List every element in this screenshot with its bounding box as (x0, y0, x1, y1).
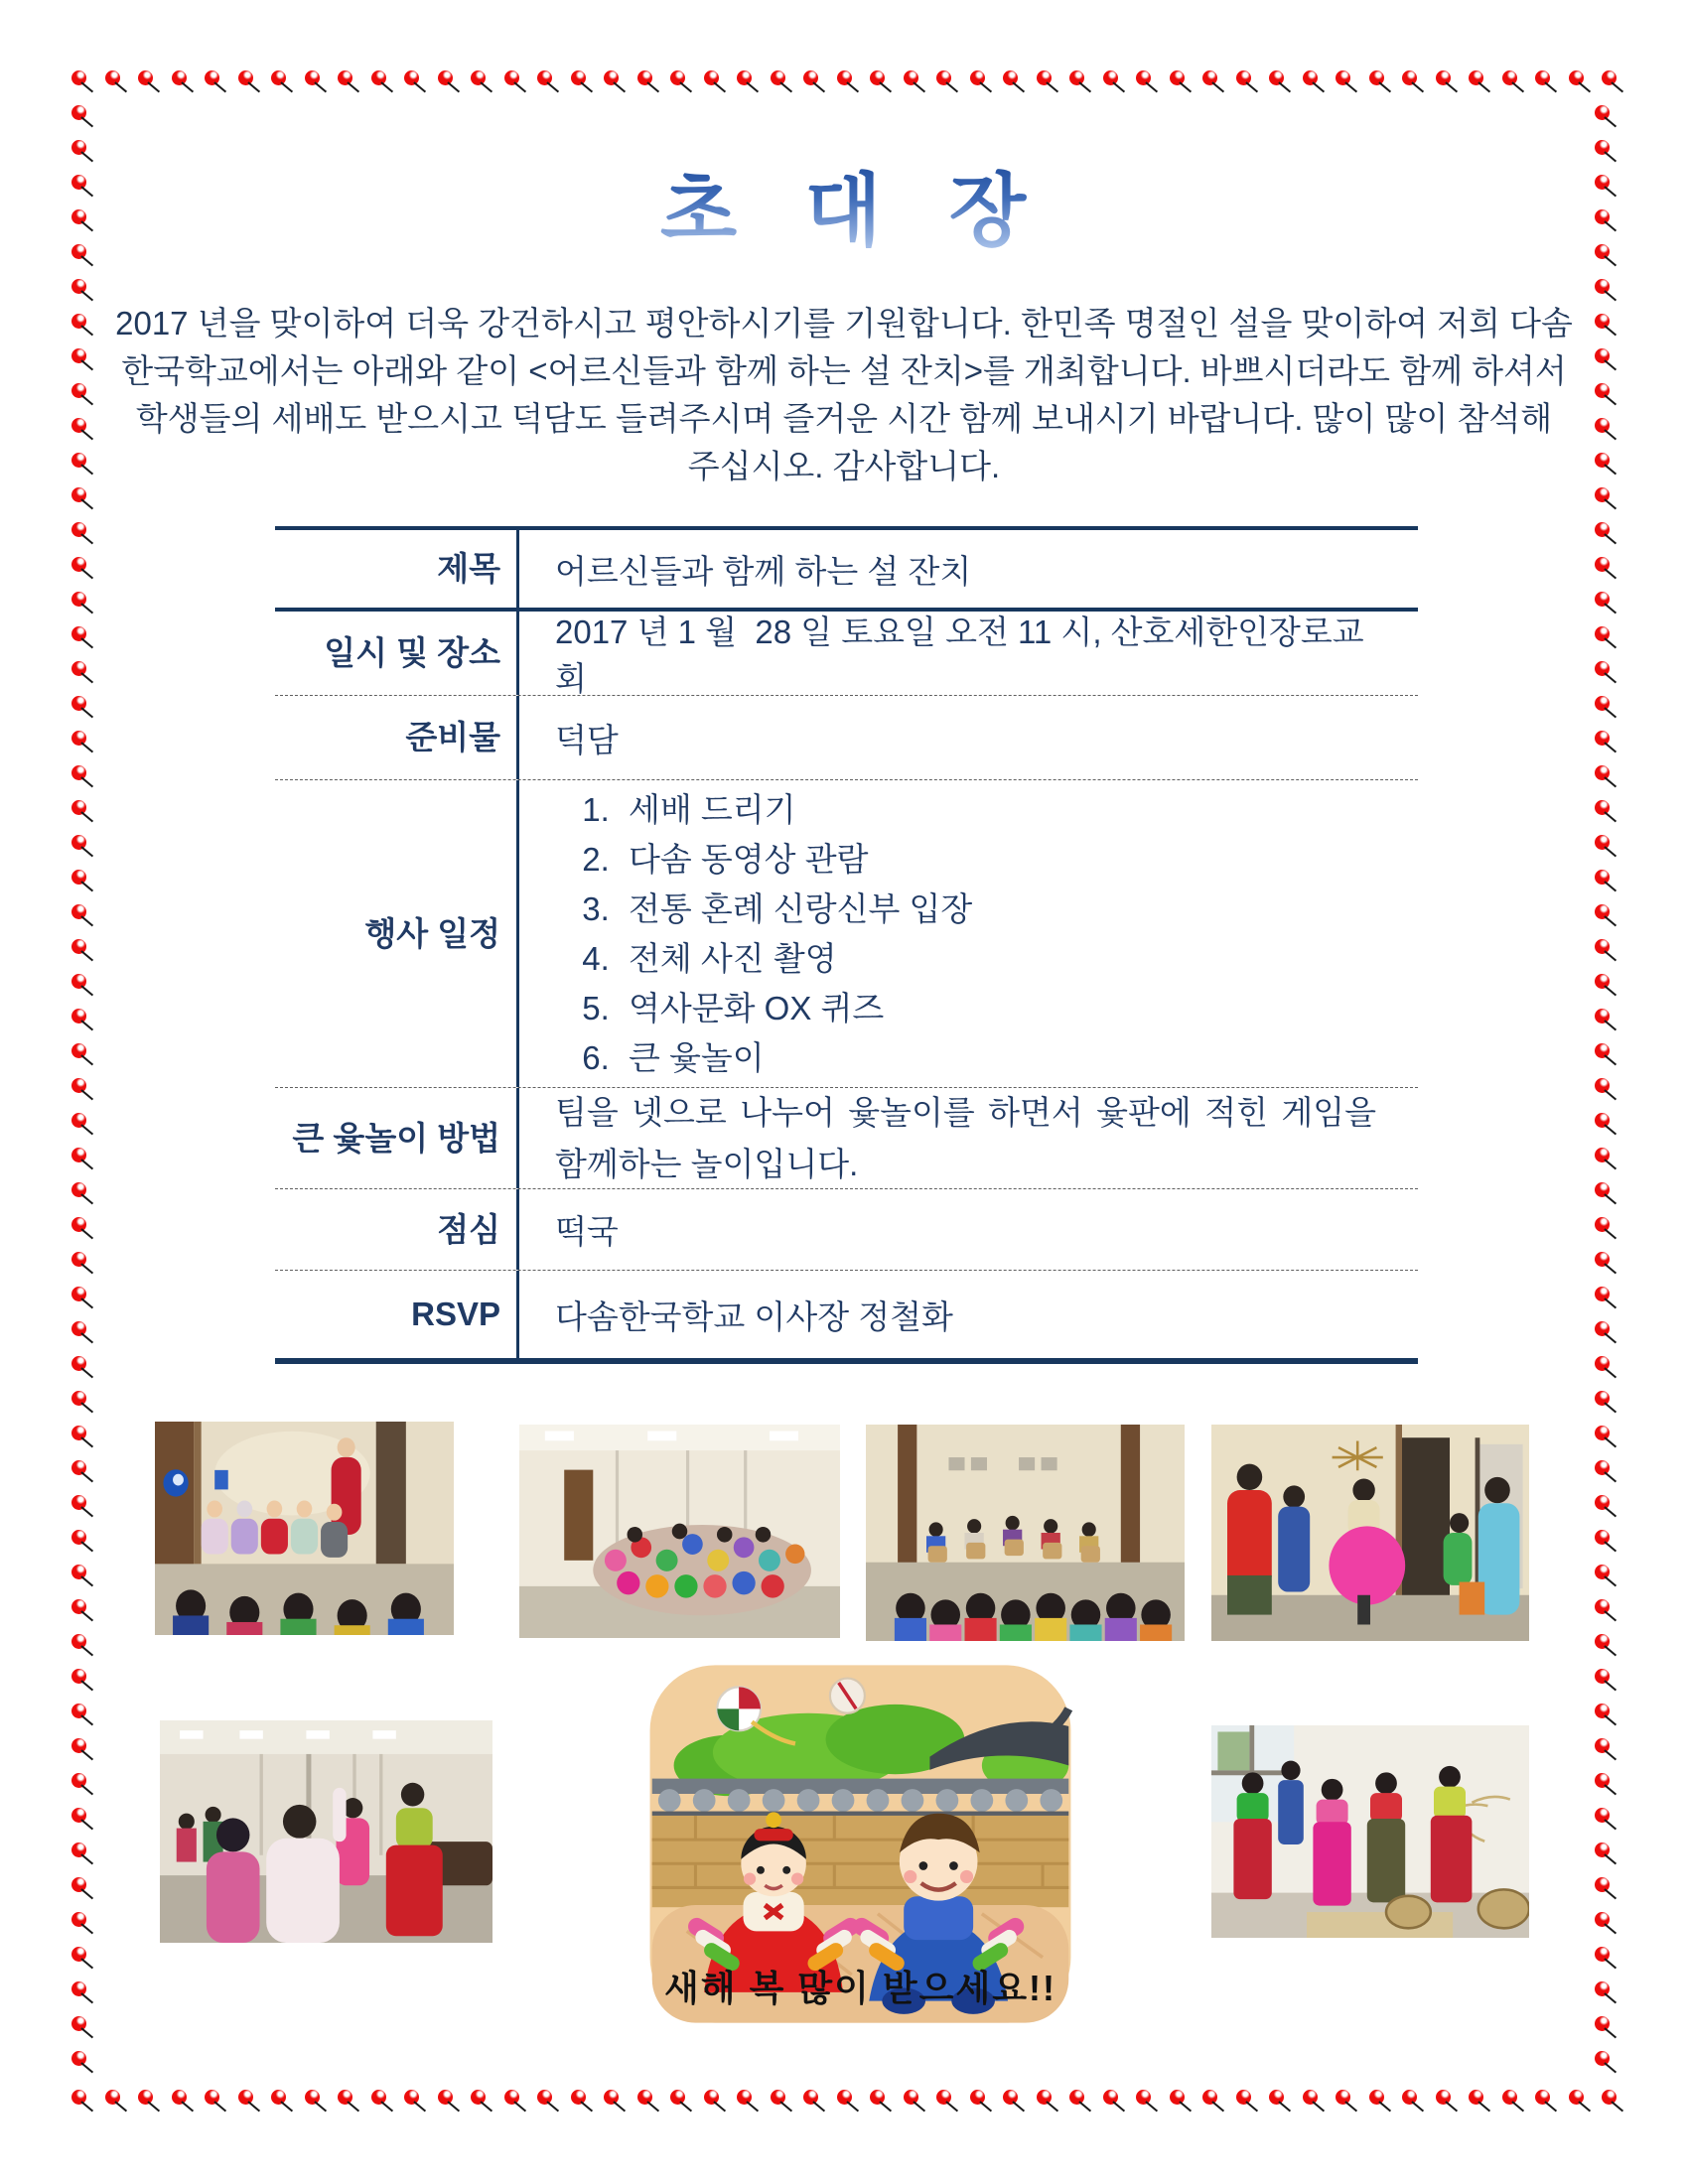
red-pin-icon (1595, 453, 1610, 468)
red-pin-icon (1595, 348, 1610, 363)
schedule-item: 1. 세배 드리기 (619, 785, 1376, 835)
table-row-rsvp (275, 1271, 1418, 1358)
schedule-item: 4. 전체 사진 촬영 (619, 934, 1376, 984)
red-pin-icon (1595, 1704, 1610, 1718)
photo-drum-circle-image (866, 1425, 1185, 1641)
red-pin-icon (71, 1043, 86, 1058)
red-pin-icon (1595, 835, 1610, 850)
red-pin-icon (338, 2090, 352, 2105)
red-pin-icon (172, 2090, 187, 2105)
row-value: 떡국 (555, 1213, 619, 1250)
red-pin-icon (1595, 1009, 1610, 1024)
photo-elders-seated (155, 1422, 454, 1635)
red-pin-icon (537, 70, 552, 85)
red-pin-icon (604, 70, 619, 85)
table-row-schedule (275, 780, 1418, 1088)
red-pin-icon (71, 1738, 86, 1753)
red-pin-icon (637, 70, 652, 85)
red-pin-icon (71, 1009, 86, 1024)
red-pin-icon (71, 731, 86, 746)
red-pin-icon (1436, 70, 1451, 85)
red-pin-icon (1569, 70, 1584, 85)
intro-paragraph (104, 300, 1584, 490)
red-pin-icon (1595, 1495, 1610, 1510)
red-pin-icon (1595, 1947, 1610, 1962)
table-row-lunch (275, 1189, 1418, 1271)
red-pin-icon (172, 70, 187, 85)
schedule-item: 3. 전통 혼례 신랑신부 입장 (619, 885, 1376, 934)
row-value: 덕담 (555, 721, 619, 758)
table-row-preparation (275, 696, 1418, 780)
red-pin-icon (1402, 2090, 1417, 2105)
red-pin-icon (71, 1113, 86, 1128)
row-value: 다솜한국학교 이사장 정철화 (555, 1297, 953, 1335)
red-pin-icon (1369, 70, 1384, 85)
red-pin-icon (1037, 70, 1052, 85)
red-pin-icon (105, 2090, 120, 2105)
intro-line: 주십시오. 감사합니다. (687, 448, 1001, 484)
red-pin-icon (71, 939, 86, 954)
red-pin-icon (1595, 1912, 1610, 1927)
red-pin-icon (1595, 314, 1610, 329)
photo-group (519, 1425, 840, 1638)
table-row-datetime-place (275, 612, 1418, 696)
row-value: 어르신들과 함께 하는 설 잔치 (555, 552, 972, 590)
red-pin-icon (737, 2090, 752, 2105)
red-pin-icon (870, 2090, 885, 2105)
photo-children-standing-image (1211, 1725, 1529, 1938)
red-pin-icon (105, 70, 120, 85)
red-pin-icon (571, 70, 586, 85)
red-pin-icon (1269, 2090, 1284, 2105)
red-pin-icon (71, 1356, 86, 1371)
red-pin-icon (71, 696, 86, 711)
red-pin-icon (71, 1530, 86, 1545)
red-pin-icon (1569, 2090, 1584, 2105)
red-pin-icon (71, 1460, 86, 1475)
red-pin-icon (670, 2090, 685, 2105)
red-pin-icon (803, 70, 818, 85)
red-pin-icon (1595, 2016, 1610, 2031)
red-pin-icon (71, 279, 86, 294)
red-pin-icon (238, 2090, 253, 2105)
red-pin-icon (1202, 2090, 1217, 2105)
red-pin-icon (205, 2090, 219, 2105)
red-pin-icon (1469, 70, 1483, 85)
red-pin-icon (71, 522, 86, 537)
red-pin-icon (1595, 939, 1610, 954)
red-pin-icon (271, 70, 286, 85)
red-pin-icon (1103, 2090, 1118, 2105)
row-value: 2017 년 1 월 28 일 토요일 오전 11 시, 산호세한인장로교회 (555, 614, 1364, 697)
red-pin-icon (138, 2090, 153, 2105)
red-pin-icon (1170, 2090, 1185, 2105)
red-pin-icon (1595, 1148, 1610, 1162)
red-pin-icon (1003, 70, 1018, 85)
red-pin-icon (71, 1148, 86, 1162)
red-pin-icon (1595, 557, 1610, 572)
photo-greeting-image (160, 1720, 492, 1943)
red-pin-icon (904, 2090, 918, 2105)
red-pin-icon (71, 870, 86, 885)
pin-border-right (1595, 105, 1610, 2066)
schedule-list (555, 785, 1376, 1083)
red-pin-icon (1595, 1843, 1610, 1857)
cartoon-caption: 새해 복 많이 받으세요!! (664, 1968, 1056, 2008)
red-pin-icon (1502, 2090, 1517, 2105)
red-pin-icon (71, 1426, 86, 1440)
photo-greeting (160, 1720, 492, 1943)
red-pin-icon (1502, 70, 1517, 85)
red-pin-icon (970, 70, 985, 85)
red-pin-icon (71, 1843, 86, 1857)
red-pin-icon (71, 1495, 86, 1510)
red-pin-icon (1003, 2090, 1018, 2105)
red-pin-icon (371, 70, 386, 85)
intro-line: 학생들의 세배도 받으시고 덕담도 들려주시며 즐거운 시간 함께 보내시기 바랍니다. 많이 많이 참석해 (135, 400, 1553, 437)
red-pin-icon (371, 2090, 386, 2105)
red-pin-icon (71, 70, 86, 85)
red-pin-icon (1069, 2090, 1084, 2105)
red-pin-icon (71, 453, 86, 468)
red-pin-icon (71, 1912, 86, 1927)
red-pin-icon (71, 626, 86, 641)
red-pin-icon (1595, 661, 1610, 676)
red-pin-icon (837, 70, 852, 85)
red-pin-icon (970, 2090, 985, 2105)
red-pin-icon (1535, 2090, 1550, 2105)
row-value-line: 함께하는 놀이입니다. (555, 1145, 859, 1182)
red-pin-icon (71, 1981, 86, 1996)
red-pin-icon (1595, 731, 1610, 746)
red-pin-icon (771, 2090, 785, 2105)
red-pin-icon (704, 2090, 719, 2105)
red-pin-icon (471, 70, 486, 85)
red-pin-icon (1595, 592, 1610, 607)
row-label: 점심 (275, 1189, 519, 1270)
red-pin-icon (71, 765, 86, 780)
red-pin-icon (71, 1599, 86, 1614)
intro-line: 2017 년을 맞이하여 더욱 강건하시고 평안하시기를 기원합니다. 한민족 명절인 설을 맞이하여 저희 다솜 (115, 305, 1573, 341)
red-pin-icon (1595, 1599, 1610, 1614)
red-pin-icon (71, 1078, 86, 1093)
red-pin-icon (71, 1947, 86, 1962)
pin-border-top (71, 70, 1617, 85)
schedule-item: 5. 역사문화 OX 퀴즈 (619, 984, 1376, 1033)
red-pin-icon (1602, 2090, 1617, 2105)
red-pin-icon (438, 2090, 453, 2105)
red-pin-icon (71, 661, 86, 676)
red-pin-icon (1595, 1391, 1610, 1406)
photo-children-standing (1211, 1725, 1529, 1938)
pin-border-bottom (71, 2090, 1617, 2105)
red-pin-icon (1595, 1634, 1610, 1649)
red-pin-icon (771, 70, 785, 85)
red-pin-icon (71, 1182, 86, 1197)
red-pin-icon (1595, 1356, 1610, 1371)
red-pin-icon (936, 2090, 951, 2105)
red-pin-icon (71, 418, 86, 433)
photo-dancing (1211, 1425, 1529, 1641)
red-pin-icon (1469, 2090, 1483, 2105)
red-pin-icon (71, 314, 86, 329)
red-pin-icon (1595, 904, 1610, 919)
red-pin-icon (438, 70, 453, 85)
red-pin-icon (1236, 2090, 1251, 2105)
red-pin-icon (571, 2090, 586, 2105)
red-pin-icon (670, 70, 685, 85)
red-pin-icon (71, 1704, 86, 1718)
red-pin-icon (1402, 70, 1417, 85)
schedule-item: 6. 큰 윷놀이 (619, 1033, 1376, 1083)
red-pin-icon (71, 904, 86, 919)
red-pin-icon (1602, 70, 1617, 85)
red-pin-icon (1595, 1460, 1610, 1475)
red-pin-icon (704, 70, 719, 85)
red-pin-icon (1595, 1426, 1610, 1440)
red-pin-icon (1595, 1321, 1610, 1336)
red-pin-icon (936, 70, 951, 85)
red-pin-icon (537, 2090, 552, 2105)
row-label: 큰 윷놀이 방법 (275, 1088, 519, 1188)
photo-drum-circle (866, 1425, 1185, 1641)
red-pin-icon (305, 70, 320, 85)
red-pin-icon (837, 2090, 852, 2105)
red-pin-icon (870, 70, 885, 85)
red-pin-icon (1436, 2090, 1451, 2105)
red-pin-icon (71, 2016, 86, 2031)
row-label: 일시 및 장소 (275, 612, 519, 695)
photo-dancing-image (1211, 1425, 1529, 1641)
event-details-table (275, 526, 1418, 1364)
red-pin-icon (1595, 418, 1610, 433)
schedule-item: 2. 다솜 동영상 관람 (619, 835, 1376, 885)
red-pin-icon (71, 383, 86, 398)
red-pin-icon (803, 2090, 818, 2105)
red-pin-icon (71, 1634, 86, 1649)
red-pin-icon (1303, 70, 1318, 85)
red-pin-icon (1595, 765, 1610, 780)
table-row-yutnori-method (275, 1088, 1418, 1189)
red-pin-icon (71, 835, 86, 850)
red-pin-icon (71, 348, 86, 363)
red-pin-icon (1595, 1530, 1610, 1545)
red-pin-icon (138, 70, 153, 85)
red-pin-icon (238, 70, 253, 85)
red-pin-icon (737, 70, 752, 85)
red-pin-icon (1595, 1043, 1610, 1058)
red-pin-icon (71, 1669, 86, 1684)
red-pin-icon (1595, 1877, 1610, 1892)
red-pin-icon (471, 2090, 486, 2105)
red-pin-icon (71, 974, 86, 989)
red-pin-icon (1303, 2090, 1318, 2105)
row-label: 준비물 (275, 696, 519, 779)
red-pin-icon (1136, 2090, 1151, 2105)
red-pin-icon (305, 2090, 320, 2105)
red-pin-icon (1595, 1252, 1610, 1267)
red-pin-icon (71, 105, 86, 120)
page-title: 초 대 장 (0, 147, 1688, 261)
red-pin-icon (904, 70, 918, 85)
red-pin-icon (1595, 1669, 1610, 1684)
red-pin-icon (1595, 487, 1610, 502)
red-pin-icon (205, 70, 219, 85)
red-pin-icon (71, 1287, 86, 1301)
row-label: 행사 일정 (275, 780, 519, 1087)
red-pin-icon (1136, 70, 1151, 85)
red-pin-icon (1595, 1565, 1610, 1579)
red-pin-icon (1595, 1773, 1610, 1788)
red-pin-icon (71, 1808, 86, 1823)
table-row-title (275, 530, 1418, 612)
red-pin-icon (1595, 1217, 1610, 1232)
red-pin-icon (404, 70, 419, 85)
red-pin-icon (1595, 1287, 1610, 1301)
red-pin-icon (1595, 1981, 1610, 1996)
red-pin-icon (1595, 1182, 1610, 1197)
red-pin-icon (1535, 70, 1550, 85)
red-pin-icon (71, 1252, 86, 1267)
red-pin-icon (1595, 105, 1610, 120)
red-pin-icon (1037, 2090, 1052, 2105)
pin-border-left (71, 105, 86, 2066)
red-pin-icon (1595, 1078, 1610, 1093)
red-pin-icon (1595, 383, 1610, 398)
red-pin-icon (1103, 70, 1118, 85)
red-pin-icon (504, 2090, 519, 2105)
red-pin-icon (1595, 522, 1610, 537)
red-pin-icon (1595, 1113, 1610, 1128)
row-label: RSVP (275, 1271, 519, 1358)
row-value-line: 팀을 넷으로 나누어 윷놀이를 하면서 윷판에 적힌 게임을 (555, 1093, 1376, 1131)
red-pin-icon (338, 70, 352, 85)
red-pin-icon (1369, 2090, 1384, 2105)
red-pin-icon (1170, 70, 1185, 85)
intro-line: 한국학교에서는 아래와 같이 <어르신들과 함께 하는 설 잔치>를 개최합니다. 바쁘시더라도 함께 하셔서 (121, 352, 1567, 389)
red-pin-icon (71, 1877, 86, 1892)
red-pin-icon (1336, 2090, 1350, 2105)
red-pin-icon (637, 2090, 652, 2105)
red-pin-icon (1595, 2051, 1610, 2066)
red-pin-icon (1336, 70, 1350, 85)
red-pin-icon (71, 592, 86, 607)
red-pin-icon (604, 2090, 619, 2105)
row-label: 제목 (275, 530, 519, 608)
red-pin-icon (1595, 696, 1610, 711)
red-pin-icon (271, 2090, 286, 2105)
red-pin-icon (1595, 279, 1610, 294)
red-pin-icon (71, 557, 86, 572)
red-pin-icon (1595, 1808, 1610, 1823)
red-pin-icon (71, 1773, 86, 1788)
red-pin-icon (1595, 974, 1610, 989)
red-pin-icon (1595, 800, 1610, 815)
red-pin-icon (71, 487, 86, 502)
sebae-cartoon (643, 1661, 1077, 2027)
red-pin-icon (1069, 70, 1084, 85)
photo-group-image (519, 1425, 840, 1638)
red-pin-icon (1595, 626, 1610, 641)
red-pin-icon (71, 1321, 86, 1336)
red-pin-icon (71, 2051, 86, 2066)
red-pin-icon (504, 70, 519, 85)
red-pin-icon (1236, 70, 1251, 85)
red-pin-icon (404, 2090, 419, 2105)
red-pin-icon (1202, 70, 1217, 85)
red-pin-icon (1269, 70, 1284, 85)
photo-elders-seated-image (155, 1422, 454, 1635)
red-pin-icon (1595, 1738, 1610, 1753)
red-pin-icon (71, 1565, 86, 1579)
red-pin-icon (71, 800, 86, 815)
red-pin-icon (71, 1217, 86, 1232)
red-pin-icon (1595, 870, 1610, 885)
red-pin-icon (71, 1391, 86, 1406)
red-pin-icon (71, 2090, 86, 2105)
